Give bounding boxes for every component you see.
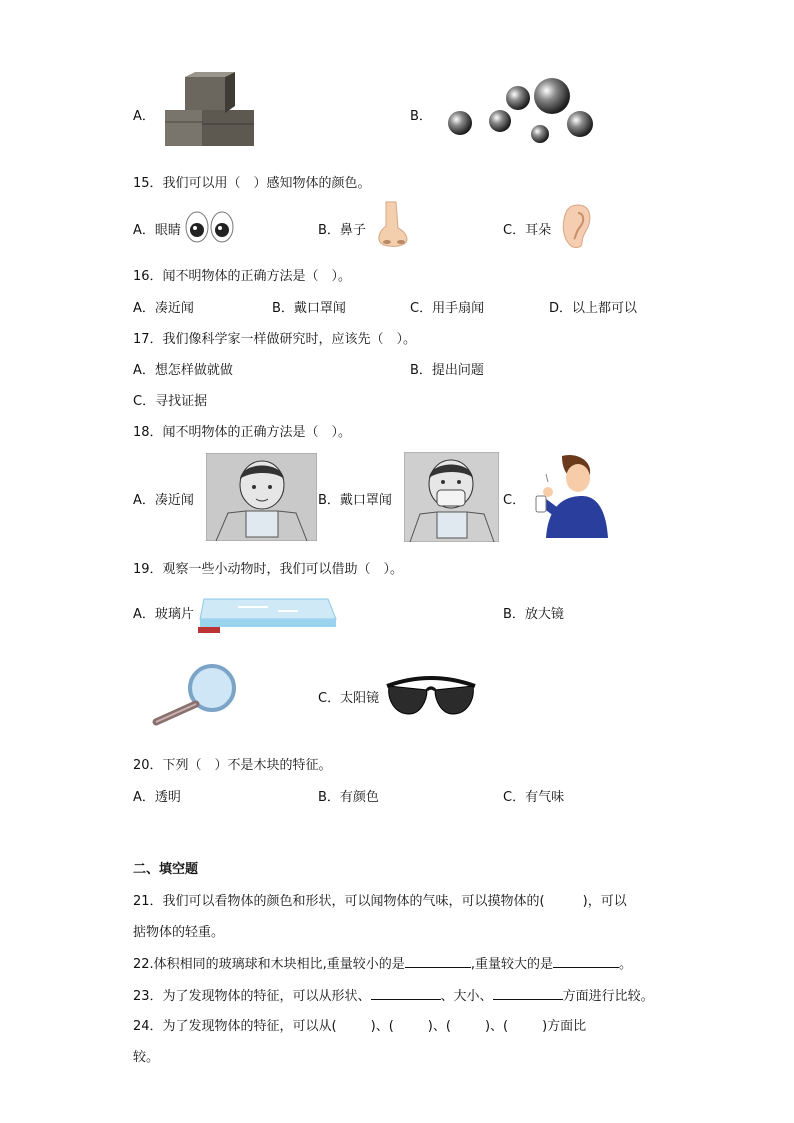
- q18-option-a: A．凑近闻: [133, 493, 194, 508]
- q23-blank-1[interactable]: [371, 987, 441, 1000]
- q14-option-a-label: A．: [133, 109, 155, 124]
- section-title: 二、填空题: [133, 862, 199, 877]
- q19-stem: 19．观察一些小动物时，我们可以借助（ ）。: [133, 562, 404, 577]
- q17-option-a: A．想怎样做就做: [133, 363, 233, 378]
- q22-blank-2[interactable]: [553, 955, 619, 968]
- q18-option-b: B．戴口罩闻: [318, 493, 392, 508]
- q20-stem: 20．下列（ ）不是木块的特征。: [133, 758, 332, 773]
- q21-text-b: )，可以: [582, 894, 627, 909]
- glass-slide-image: [198, 597, 338, 635]
- wood-blocks-image: [160, 72, 260, 150]
- q23-line: [133, 985, 654, 1004]
- sunglasses-image: [385, 670, 477, 718]
- boy-wafting-image: [532, 452, 610, 540]
- q15-stem: 15．我们可以用（ ）感知物体的颜色。: [133, 176, 371, 191]
- q16-stem: 16．闻不明物体的正确方法是（ ）。: [133, 269, 352, 284]
- q17-option-b: B．提出问题: [410, 363, 484, 378]
- q19-option-b: B．放大镜: [503, 607, 564, 622]
- q20-option-b: B．有颜色: [318, 790, 379, 805]
- ear-icon: [558, 203, 594, 249]
- q24-text-c: )、(: [427, 1019, 451, 1034]
- q23-text-c: 方面进行比较。: [562, 989, 654, 1004]
- q16-option-d: D．以上都可以: [549, 301, 638, 316]
- q24-text-d: )、(: [484, 1019, 509, 1034]
- q14-option-b-label: B．: [410, 109, 432, 124]
- boy-smelling-close-image: [206, 453, 317, 541]
- q15-option-b: B．鼻子: [318, 223, 366, 238]
- q23-text-a: 23．为了发现物体的特征，可以从形状、: [133, 989, 371, 1004]
- q24-line1: [133, 1015, 586, 1034]
- q18-stem: 18．闻不明物体的正确方法是（ ）。: [133, 425, 352, 440]
- q19-option-c: C．太阳镜: [318, 691, 380, 706]
- q15-option-a: A．眼睛: [133, 223, 181, 238]
- q16-option-b: B．戴口罩闻: [272, 301, 346, 316]
- q20-option-c: C．有气味: [503, 790, 565, 805]
- q17-option-c: C．寻找证据: [133, 394, 208, 409]
- q22-text-b: ,重量较大的是: [470, 957, 553, 972]
- q23-text-b: 、大小、: [440, 989, 493, 1004]
- q24-text-e: )方面比: [542, 1019, 587, 1034]
- boy-with-mask-image: [404, 452, 499, 542]
- q18-option-c: C．: [503, 493, 526, 508]
- q21-line1: [133, 890, 627, 909]
- q24-text-b: )、(: [370, 1019, 394, 1034]
- q21-line2: 掂物体的轻重。: [133, 925, 225, 940]
- q24-line2: 较。: [133, 1050, 160, 1065]
- q17-stem: 17．我们像科学家一样做研究时，应该先（ ）。: [133, 332, 417, 347]
- q15-option-c: C．耳朵: [503, 223, 552, 238]
- q22-blank-1[interactable]: [405, 955, 471, 968]
- q20-option-a: A．透明: [133, 790, 181, 805]
- q22-line: [133, 953, 632, 972]
- magnifying-glass-image: [150, 662, 240, 728]
- q21-text-a: 21．我们可以看物体的颜色和形状，可以闻物体的气味，可以摸物体的(: [133, 894, 545, 909]
- q22-text-a: 22.体积相同的玻璃球和木块相比,重量较小的是: [133, 957, 405, 972]
- glass-marbles-image: [440, 76, 595, 156]
- q19-option-a: A．玻璃片: [133, 607, 194, 622]
- q24-text-a: 24．为了发现物体的特征，可以从(: [133, 1019, 337, 1034]
- nose-icon: [372, 200, 412, 250]
- q23-blank-2[interactable]: [493, 987, 563, 1000]
- eyes-icon: [185, 210, 235, 244]
- q16-option-c: C．用手扇闻: [410, 301, 485, 316]
- q22-text-c: 。: [618, 957, 632, 972]
- q16-option-a: A．凑近闻: [133, 301, 194, 316]
